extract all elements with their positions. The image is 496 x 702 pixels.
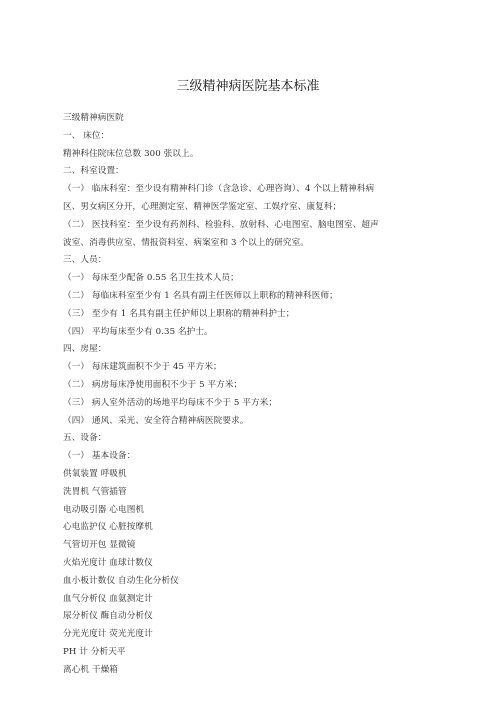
- staff-item-4: （四） 平均每床至少有 0.35 名护士。: [63, 326, 213, 337]
- document-title: 三级精神病医院基本标准: [176, 79, 320, 94]
- equipment-row: 电动吸引器 心电图机: [63, 504, 145, 515]
- equipment-row: 气管切开包 显微镜: [63, 540, 136, 551]
- basic-equipment-heading: （一） 基本设备：: [63, 451, 136, 462]
- equipment-row: PH 计 分析天平: [63, 646, 126, 657]
- buildings-item-2: （二） 病房每床净使用面积不少于 5 平方米；: [63, 379, 243, 390]
- equipment-row: 离心机 干燥箱: [63, 664, 118, 675]
- document-body: [63, 110, 435, 680]
- section-beds-heading: 一、 床位：: [63, 130, 110, 141]
- buildings-item-3: （三） 病人室外活动的场地平均每床不少于 5 平方米；: [63, 397, 278, 408]
- staff-item-2: （二） 每临床科室至少有 1 名具有副主任医师以上职称的精神科医师；: [63, 290, 338, 301]
- hospital-level-line: 三级精神病医院: [63, 113, 124, 123]
- equipment-row: 分光光度计 荧光光度计: [63, 629, 153, 640]
- staff-item-3: （三） 至少有 1 名具有副主任护师以上职称的精神科护士；: [63, 308, 295, 319]
- section-buildings-heading: 四、房屋：: [63, 344, 107, 355]
- clinical-departments-line-2: 区、男女病区分开，心理测定室、精神医学鉴定室、工娱疗室、康复科；: [63, 201, 342, 212]
- medtech-departments-line-1: （二） 医技科室：至少设有药剂科、检验科、放射科、心电图室、脑电图室、超声: [63, 219, 379, 230]
- beds-requirement: 精神科住院床位总数 300 张以上。: [63, 148, 199, 159]
- equipment-row: 血小板计数仪 自动生化分析仪: [63, 575, 179, 586]
- equipment-row: 供氧装置 呼吸机: [63, 468, 127, 479]
- clinical-departments-line-1: （一） 临床科室：至少设有精神科门诊（含急诊、心理咨询）、4 个以上精神科病: [63, 184, 375, 195]
- medtech-departments-line-2: 波室、消毒供应室、情报资料室、病案室和 3 个以上的研究室。: [63, 237, 309, 248]
- equipment-row: 心电监护仪 心脏按摩机: [63, 522, 153, 533]
- buildings-item-1: （一） 每床建筑面积不少于 45 平方米；: [63, 362, 222, 373]
- equipment-row: 血气分析仪 血氨测定计: [63, 593, 153, 604]
- equipment-row: 尿分析仪 酶自动分析仪: [63, 611, 153, 622]
- staff-item-1: （一） 每床至少配备 0.55 名卫生技术人员；: [63, 273, 239, 284]
- section-staff-heading: 三、人员：: [63, 255, 107, 266]
- section-departments-heading: 二、科室设置：: [63, 166, 124, 177]
- buildings-item-4: （四） 通风、采光、安全符合精神病医院要求。: [63, 415, 249, 426]
- equipment-row: 洗胃机 气管插管: [63, 486, 127, 497]
- equipment-row: 火焰光度计 血球计数仪: [63, 557, 153, 568]
- section-equipment-heading: 五、设备：: [63, 433, 107, 444]
